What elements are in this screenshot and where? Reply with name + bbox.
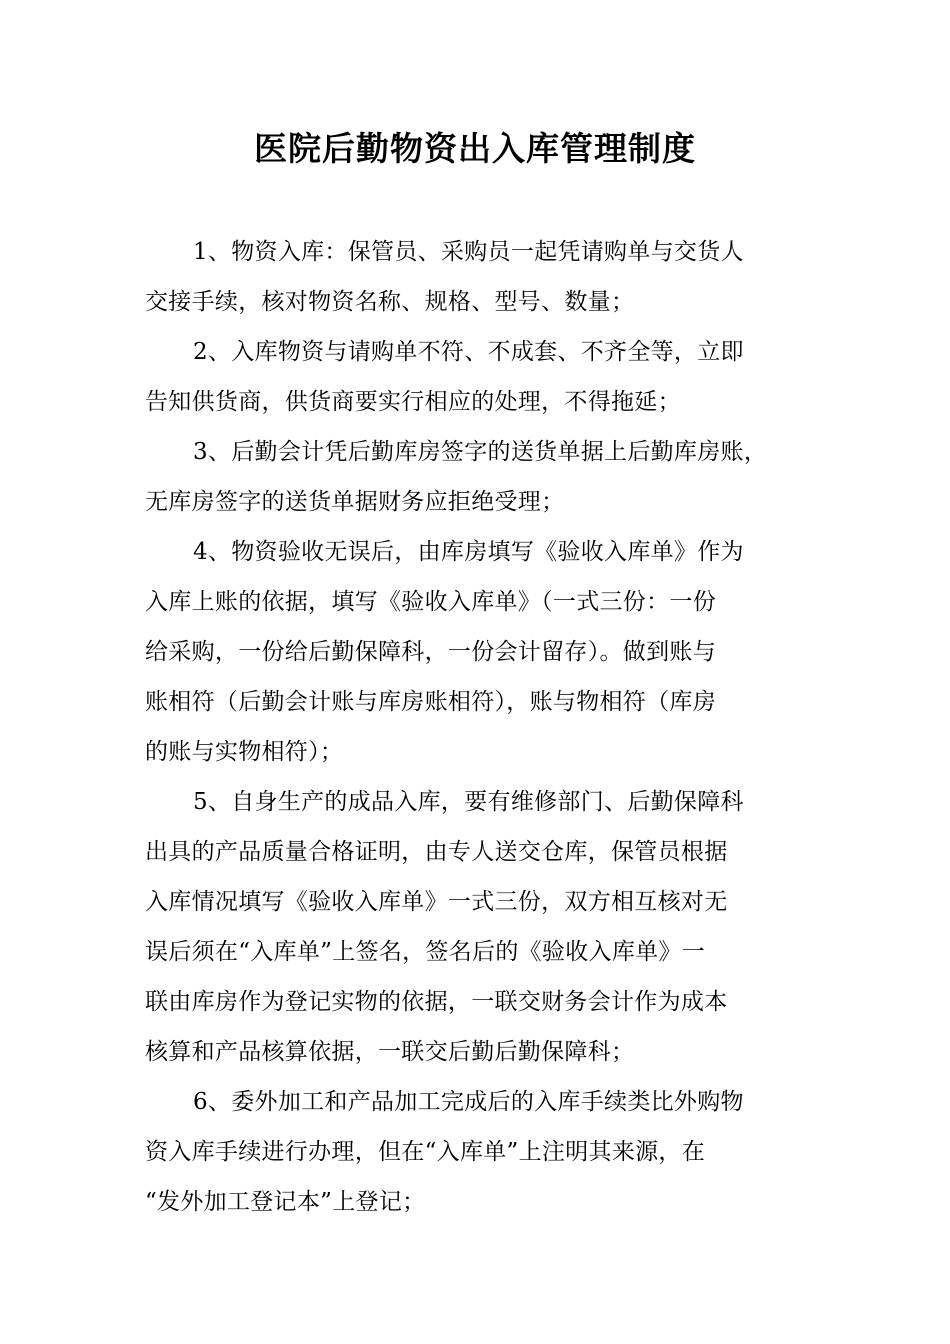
document-title: 医院后勤物资出入库管理制度	[254, 129, 696, 168]
paragraph-line: 给采购，一份给后勤保障科，一份会计留存）。做到账与	[145, 639, 716, 665]
paragraph-line: 账相符（后勤会计账与库房账相符），账与物相符（库房	[145, 689, 716, 715]
paragraph-line: 出具的产品质量合格证明，由专人送交仓库，保管员根据	[145, 839, 728, 865]
paragraph-line: 入库上账的依据，填写《验收入库单》（一式三份：一份	[145, 589, 716, 615]
paragraph-line: 的账与实物相符）；	[145, 739, 344, 765]
paragraph-line: 入库情况填写《验收入库单》一式三份，双方相互核对无	[145, 889, 728, 915]
paragraph-line: “发外加工登记本”上登记；	[145, 1189, 426, 1215]
paragraph-line: 无库房签字的送货单据财务应拒绝受理；	[145, 489, 565, 515]
paragraph-first-line: 1、物资入库：保管员、采购员一起凭请购单与交货人	[193, 239, 744, 265]
paragraph-line: 告知供货商，供货商要实行相应的处理，不得拖延；	[145, 389, 681, 415]
paragraph-first-line: 5、自身生产的成品入库，要有维修部门、后勤保障科	[193, 789, 744, 815]
paragraph-line: 资入库手续进行办理，但在“入库单”上注明其来源，在	[145, 1139, 706, 1165]
paragraph-first-line: 4、物资验收无误后，由库房填写《验收入库单》作为	[193, 539, 744, 565]
paragraph-line: 联由库房作为登记实物的依据，一联交财务会计作为成本	[145, 989, 728, 1015]
paragraph-line: 核算和产品核算依据，一联交后勤后勤保障科；	[145, 1039, 635, 1065]
document-body	[145, 227, 825, 1227]
paragraph-first-line: 2、入库物资与请购单不符、不成套、不齐全等，立即	[193, 339, 744, 365]
paragraph-line: 误后须在“入库单”上签名，签名后的《验收入库单》一	[145, 939, 706, 965]
paragraph-first-line: 3、后勤会计凭后勤库房签字的送货单据上后勤库房账，	[193, 439, 768, 465]
paragraph-first-line: 6、委外加工和产品加工完成后的入库手续类比外购物	[193, 1089, 744, 1115]
paragraph-line: 交接手续，核对物资名称、规格、型号、数量；	[145, 289, 635, 315]
